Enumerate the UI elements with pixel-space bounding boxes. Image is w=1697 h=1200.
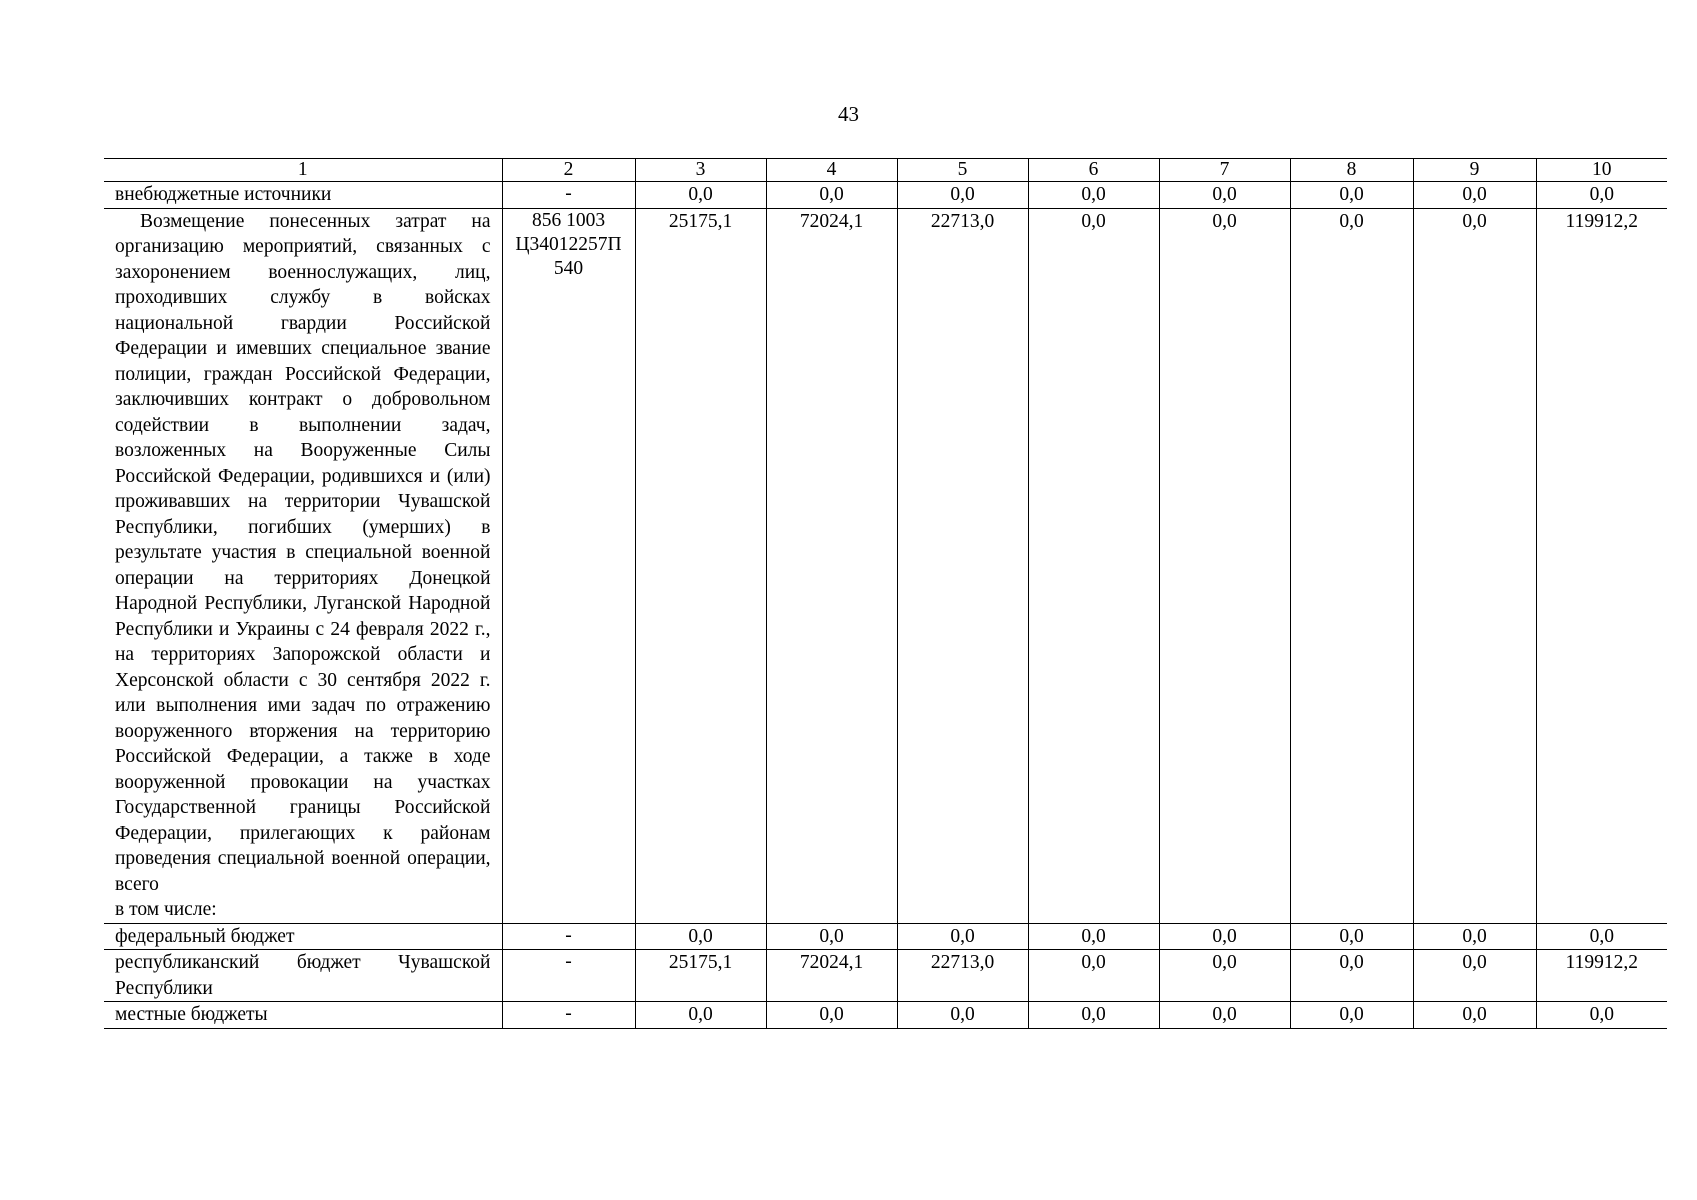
table-row-federal-budget [104,923,1667,950]
column-header-3: 3 [635,159,766,182]
row-value: 0,0 [1290,1002,1413,1029]
row-value: 0,0 [766,1002,897,1029]
row-value: 0,0 [635,1002,766,1029]
row-value: 0,0 [1536,1002,1667,1029]
row-value: 0,0 [1159,923,1290,950]
row-value: 0,0 [1413,208,1536,923]
row-value: 0,0 [766,182,897,209]
row-value: 0,0 [1028,208,1159,923]
row-value: 0,0 [1159,950,1290,1002]
code-line: Ц34012257П [515,233,622,255]
column-header-6: 6 [1028,159,1159,182]
reimbursement-description: Возмещение понесенных затрат на организацию мероприятий, связанных с захоронением военнослужащих, лиц, проходивших службу в войсках национальной гвардии Российской Федерации и имевших специальное звание полиции, граждан Российской Федерации, заключивших контракт о добровольном содействии в выполнении задач, возложенных на Вооруженные Силы Российской Федерации, родившихся и (или) проживавших на территории Чувашской Республики, погибших (умерших) в результате участия в специальной военной операции на территориях Донецкой Народной Республики, Луганской Народной Республики и Украины с 24 февраля 2022 г., на территориях Запорожской области и Херсонской области с 30 сентября 2022 г. или выполнения ими задач по отражению вооруженного вторжения на территорию Российской Федерации, а также в ходе вооруженной провокации на участках Государственной границы Российской Федерации, прилегающих к районам проведения специальной военной операции, всего [115,210,496,895]
row-name [104,208,502,923]
row-code: - [502,923,635,950]
column-header-2: 2 [502,159,635,182]
page-number: 43 [838,102,859,126]
row-value: 0,0 [1290,923,1413,950]
row-value: 0,0 [1290,950,1413,1002]
row-value: 0,0 [1290,208,1413,923]
column-header-9: 9 [1413,159,1536,182]
row-name: внебюджетные источники [104,182,502,209]
row-value: 0,0 [1413,1002,1536,1029]
row-value: 0,0 [1028,950,1159,1002]
row-value: 0,0 [1536,182,1667,209]
row-value: 0,0 [1159,208,1290,923]
reimbursement-including-label: в том числе: [115,899,217,920]
row-value: 0,0 [1536,923,1667,950]
column-header-8: 8 [1290,159,1413,182]
table-row-reimbursement [104,208,1667,923]
row-name: местные бюджеты [104,1002,502,1029]
row-value: 22713,0 [897,950,1028,1002]
row-value: 0,0 [1413,923,1536,950]
code-line: 540 [553,257,584,279]
row-code [502,208,635,923]
row-value: 0,0 [897,1002,1028,1029]
row-value: 0,0 [1413,950,1536,1002]
row-value: 0,0 [635,923,766,950]
row-code: - [502,182,635,209]
row-value: 119912,2 [1536,208,1667,923]
row-value: 0,0 [635,182,766,209]
row-value: 0,0 [1413,182,1536,209]
row-value: 0,0 [1028,923,1159,950]
row-value: 0,0 [766,923,897,950]
row-value: 22713,0 [897,208,1028,923]
table-row-republican-budget [104,950,1667,1002]
row-value: 0,0 [897,923,1028,950]
budget-table [104,158,1667,1029]
row-value: 0,0 [1159,182,1290,209]
column-header-4: 4 [766,159,897,182]
row-name: республиканский бюджет Чувашской Республики [104,950,502,1002]
row-value: 25175,1 [635,208,766,923]
column-header-7: 7 [1159,159,1290,182]
row-value: 72024,1 [766,950,897,1002]
column-header-1: 1 [104,159,502,182]
row-code: - [502,950,635,1002]
column-header-10: 10 [1536,159,1667,182]
row-name: федеральный бюджет [104,923,502,950]
row-value: 119912,2 [1536,950,1667,1002]
row-value: 25175,1 [635,950,766,1002]
row-value: 0,0 [1290,182,1413,209]
header-row [104,159,1667,182]
row-value: 0,0 [897,182,1028,209]
row-value: 0,0 [1159,1002,1290,1029]
code-line: 856 1003 [531,209,606,231]
table-row-extrabudgetary [104,182,1667,209]
row-value: 0,0 [1028,1002,1159,1029]
row-value: 72024,1 [766,208,897,923]
row-value: 0,0 [1028,182,1159,209]
table-row-local-budgets [104,1002,1667,1029]
row-code: - [502,1002,635,1029]
column-header-5: 5 [897,159,1028,182]
